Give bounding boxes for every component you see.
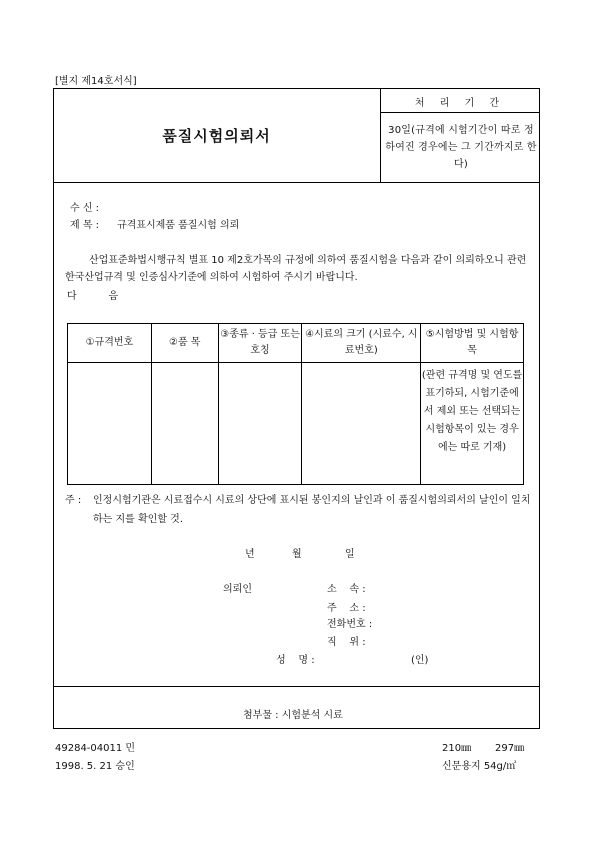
note-block xyxy=(65,491,535,529)
recipient-field[interactable] xyxy=(118,199,318,212)
cell-type-grade[interactable] xyxy=(218,363,302,485)
footer-paper-width: 210㎜ xyxy=(442,743,472,754)
period-heading-divider xyxy=(380,112,540,113)
requester-label: 의뢰인 xyxy=(223,584,252,595)
seal-mark: (인) xyxy=(411,655,429,666)
address-field[interactable] xyxy=(385,599,525,612)
header-test-method: ⑤시험방법 및 시험항목 xyxy=(421,324,524,363)
request-body-text: 산업표준화법시행규칙 별표 10 제2호가목의 규정에 의하여 품질시험을 다음과 같이 의뢰하오니 관련 한국산업규격 및 인증심사기준에 의하여 시험하여 주시기 바랍니다. xyxy=(65,255,527,283)
phone-field[interactable] xyxy=(385,615,525,628)
note-mark: 주 : xyxy=(65,495,82,506)
cell-test-method-note: (관련 규격명 및 연도를 표기하되, 시험기준에서 제외 또는 선택되는 시험항목이 있는 경우에는 따로 기재) xyxy=(421,363,524,485)
processing-period-heading: 처 리 기 간 xyxy=(414,98,506,109)
date-month-label: 월 xyxy=(292,549,302,560)
affiliation-field[interactable] xyxy=(385,580,525,593)
processing-period-text: 30일(규격에 시험기간이 따로 정하여진 경우에는 그 기간까지로 한다) xyxy=(385,125,537,170)
name-label: 성 명 : xyxy=(276,655,315,666)
position-label: 직 위 : xyxy=(327,637,366,648)
test-items-table xyxy=(67,323,524,485)
date-day-label: 일 xyxy=(345,549,355,560)
cell-sample-size[interactable] xyxy=(302,363,421,485)
footer-paper-spec: 신문용지 54g/㎡ xyxy=(442,761,517,772)
cell-item[interactable] xyxy=(151,363,218,485)
form-number-label: [별지 제14호서식] xyxy=(55,76,137,87)
header-bottom-divider xyxy=(53,182,540,183)
subject-label: 제 목 : xyxy=(70,220,100,231)
recipient-label: 수 신 : xyxy=(70,203,100,214)
table-header-row xyxy=(68,324,524,363)
form-title: 품질시험의뢰서 xyxy=(162,127,271,145)
attachment-divider xyxy=(53,686,540,687)
subject-value: 규격표시제품 품질시험 의뢰 xyxy=(117,220,240,231)
header-item: ②품 목 xyxy=(151,324,218,363)
attachment-line: 첨부물 : 시험분석 시료 xyxy=(243,710,343,721)
footer-form-code: 49284-04011 민 xyxy=(55,743,136,754)
note-text: 인정시험기관은 시료접수시 시료의 상단에 표시된 봉인지의 날인과 이 품질시험의뢰서의 날인이 일치하는 지를 확인할 것. xyxy=(93,495,531,525)
position-field[interactable] xyxy=(385,633,525,646)
header-standard-number: ①규격번호 xyxy=(68,324,152,363)
phone-label: 전화번호 : xyxy=(327,619,373,630)
date-year-label: 년 xyxy=(245,549,255,560)
footer-paper-height: 297㎜ xyxy=(495,743,525,754)
header-type-grade: ③종류 · 등급 또는 호칭 xyxy=(218,324,302,363)
name-field[interactable] xyxy=(340,651,405,664)
cell-standard-number[interactable] xyxy=(68,363,152,485)
affiliation-label: 소 속 : xyxy=(327,584,366,595)
next-heading: 다 음 xyxy=(67,291,119,302)
table-row xyxy=(68,363,524,485)
footer-approval-date: 1998. 5. 21 승인 xyxy=(55,761,135,772)
address-label: 주 소 : xyxy=(327,603,366,614)
header-sample-size: ④시료의 크기 (시료수, 시료번호) xyxy=(302,324,421,363)
